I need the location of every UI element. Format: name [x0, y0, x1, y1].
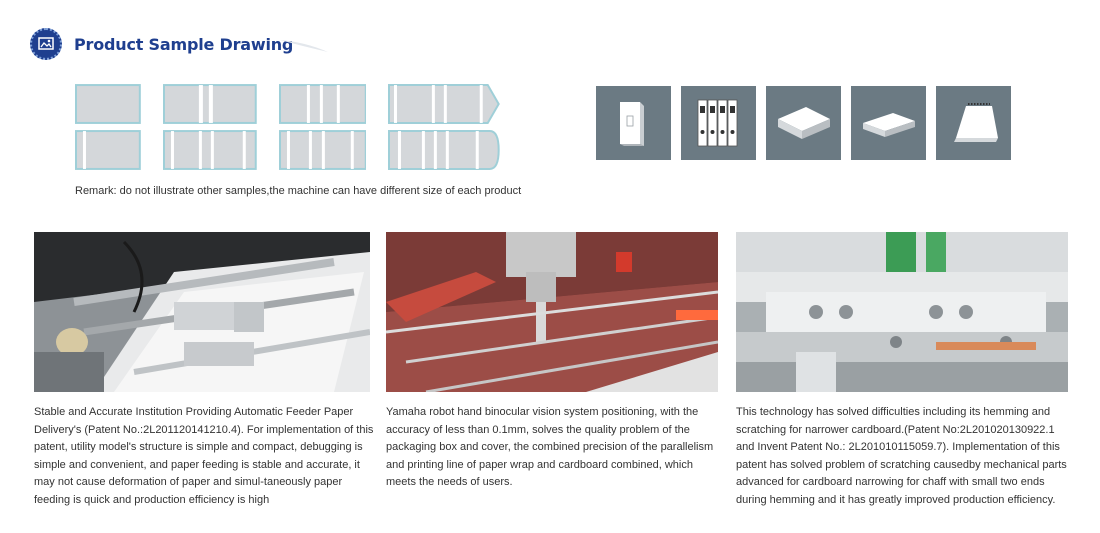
sample-row-2 [75, 130, 500, 170]
sample-shape [279, 84, 367, 124]
sample-shape [388, 130, 500, 170]
book-icon [596, 86, 671, 160]
box-icon [766, 86, 841, 160]
binders-icon [681, 86, 756, 160]
hemming-machine-photo [736, 232, 1072, 392]
sample-shape [388, 84, 500, 124]
page-title: Product Sample Drawing [74, 34, 294, 54]
product-icon-row [596, 86, 1011, 160]
feature-description: Yamaha robot hand binocular vision system positioning, with the accuracy of less than 0.1mm, solves the quality problem of the packaging box and cover, the combined precision of the parallelism and printing line of paper wrap and cardboard combined, which meets the needs of users. [386, 406, 714, 488]
section-header [30, 28, 293, 60]
tray-icon [851, 86, 926, 160]
sample-shape [75, 130, 141, 170]
sample-shape [75, 84, 141, 124]
desk-calendar-icon [936, 86, 1011, 160]
robot-vision-photo [386, 232, 722, 392]
feature-description: This technology has solved difficulties including its hemming and scratching for narrower cardboard.(Patent No:2L201020130922.1 and Invent Patent No.: 2L201010115059.7). Implementation of this patent has solved problem of scratching causedby mechanical parts advanced for cardboard narrowing for chaff with small two ends during hemming and it has greatly improved production efficiency. [736, 406, 1067, 506]
sample-shape [163, 130, 257, 170]
feature-description: Stable and Accurate Institution Providing Automatic Feeder Paper Delivery's (Patent No.:2L201120141210.4). For implementation of this patent, utility model's structure is simple and compact, debugging is simple and convenient, and paper feeding is stable and accurate, it may not cause deformation of paper and simul-taneously paper feeding is quick and production efficiency is high [34, 406, 374, 506]
sample-row-1 [75, 84, 500, 124]
sample-shape [163, 84, 257, 124]
decorative-swoosh [280, 38, 330, 54]
remark-text: Remark: do not illustrate other samples,the machine can have different size of each product [75, 185, 522, 197]
feeder-machine-photo [34, 232, 370, 392]
image-icon [30, 28, 62, 60]
product-samples [75, 84, 500, 176]
sample-shape [279, 130, 367, 170]
